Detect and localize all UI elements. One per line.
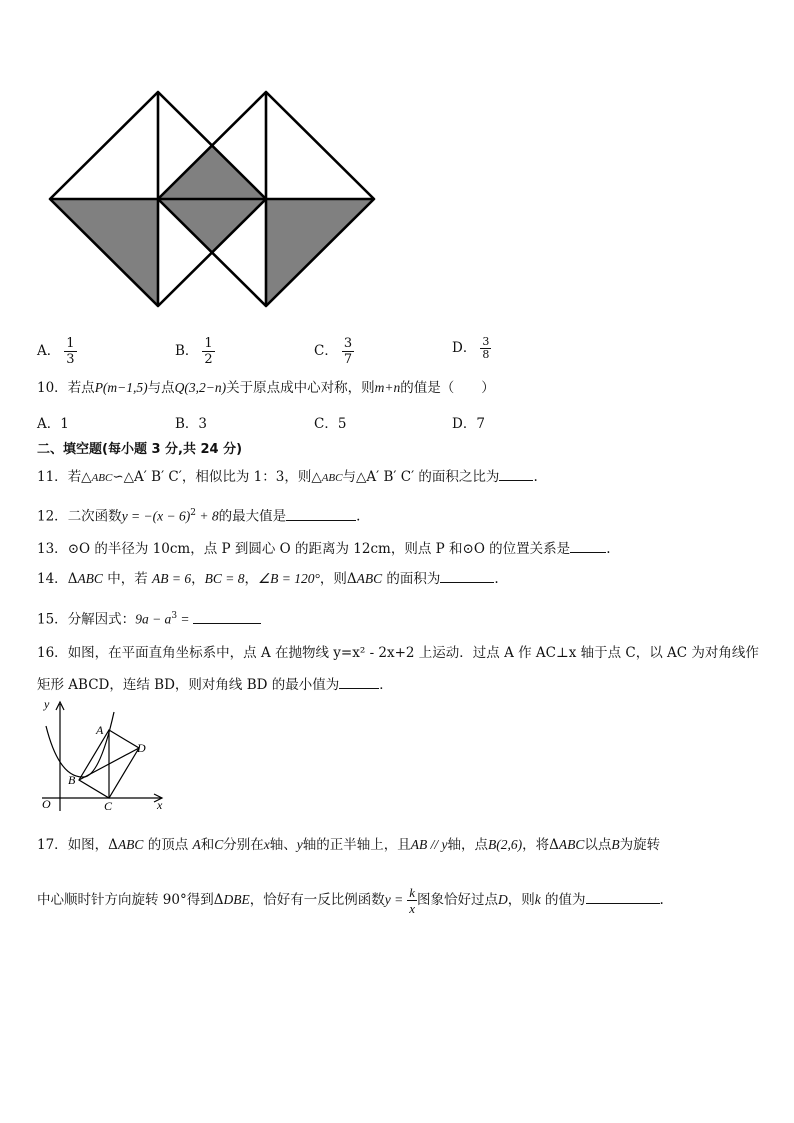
q9-option-b: B． $\frac{1}{2}$ (175, 336, 213, 367)
q11-answer-blank[interactable] (499, 468, 533, 481)
q17-answer-blank[interactable] (586, 891, 660, 904)
two-squares-figure (44, 88, 380, 314)
q10-option-a: A．1 (37, 416, 69, 432)
q10-option-c: C．5 (314, 416, 347, 432)
point-d-label: D (137, 741, 146, 755)
parabola-rectangle-figure (34, 696, 174, 816)
q14-answer-blank[interactable] (440, 570, 494, 583)
question-16-line-1: 16．如图，在平面直角坐标系中，点 A 在抛物线 y=x² - 2x+2 上运动．过点 A 作 AC⊥x 轴于点 C，以 AC 为对角线作 (37, 645, 759, 661)
question-10: 10．若点P(m−1,5)与点Q(3,2−n)关于原点成中心对称，则m+n的值是（ ） (37, 380, 495, 396)
question-12: 12．二次函数$y = -(x - 6)^2 + 8$的最大值是 . (37, 508, 361, 525)
question-14: 14．ΔABC 中，若 AB = 6，BC = 8，∠B = 120°，则ΔABC 的面积为 . (37, 571, 499, 587)
point-c-label: C (104, 799, 113, 813)
question-16-line-2: 矩形 ABCD，连结 BD，则对角线 BD 的最小值为 ． (37, 677, 393, 693)
point-b-label: B (68, 773, 76, 787)
question-11: 11．若△ABC∽△A′ B′ C′，相似比为 1：3，则△ABC与△A′ B′ C′ 的面积之比为 . (37, 469, 538, 485)
question-17-line-1: 17．如图，ΔABC 的顶点 A和C分别在x轴、y轴的正半轴上，且AB // y轴，点B(2,6)，将ΔABC以点B为旋转 (37, 837, 661, 853)
q9-option-a: A． $\frac{1}{3}$ (37, 336, 75, 367)
q10-option-b: B．3 (175, 416, 208, 432)
q16-answer-blank[interactable] (339, 676, 379, 689)
section-2-title: 二、填空题(每小题 3 分,共 24 分) (37, 442, 243, 457)
q15-answer-blank[interactable] (193, 611, 261, 624)
question-13: 13．⊙O 的半径为 10cm，点 P 到圆心 O 的距离为 12cm，则点 P 和⊙O 的位置关系是 . (37, 541, 611, 557)
y-axis-label: y (44, 697, 50, 711)
q13-answer-blank[interactable] (570, 540, 606, 553)
origin-label: O (42, 797, 51, 811)
q10-option-d: D．7 (452, 416, 485, 432)
point-a-label: A (96, 723, 104, 737)
q12-answer-blank[interactable] (286, 508, 356, 521)
q9-option-c: C． $\frac{3}{7}$ (314, 336, 353, 367)
x-axis-label: x (157, 798, 163, 812)
question-15: 15．分解因式：$9a - a^3$ = (37, 606, 261, 630)
q9-option-d: D． $\frac{3}{8}$ (452, 335, 490, 361)
question-17-line-2: 中心顺时针方向旋转 90°得到ΔDBE，恰好有一反比例函数y = $\frac{k}{x}$ 图象恰好过点D，则k 的值为 . (37, 885, 664, 916)
